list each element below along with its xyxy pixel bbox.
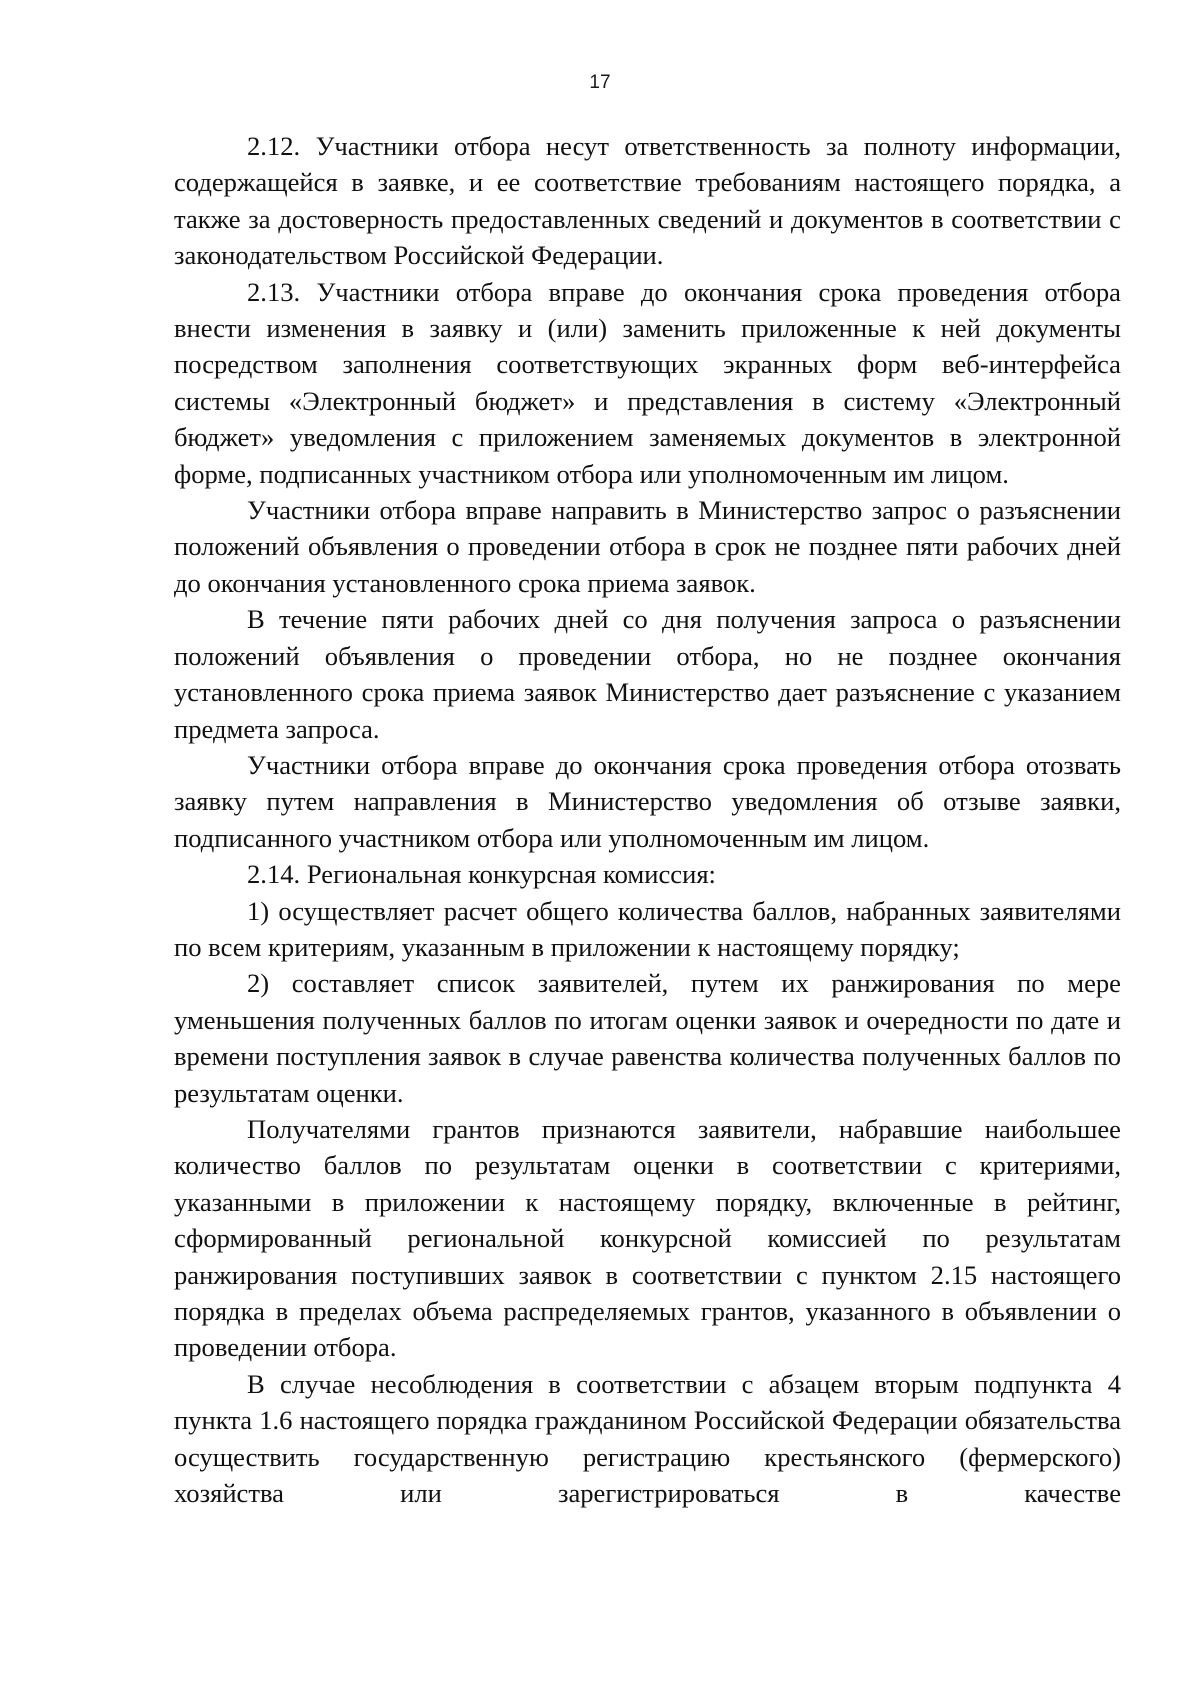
document-body — [174, 128, 1121, 1511]
paragraph-non-compliance: В случае несоблюдения в соответствии с абзацем вторым подпункта 4 пункта 1.6 настоящего порядка гражданином Российской Федерации обязательства осуществить государственную регистрацию крестьянского (фермерского) хозяйства или зарегистрироваться в качестве — [174, 1368, 1121, 1509]
paragraph-clarification-request: Участники отбора вправе направить в Министерство запрос о разъяснении положений объявления о проведении отбора в срок не позднее пяти рабочих дней до окончания установленного срока приема заявок. — [174, 495, 1121, 598]
page-number: 17 — [589, 72, 611, 93]
paragraph-2-12: 2.12. Участники отбора несут ответственность за полноту информации, содержащейся в заявке, и ее соответствие требованиям настоящего порядка, а также за достоверность предоставленных сведений и документов в соответствии с законодательством Российской Федерации. — [174, 131, 1121, 271]
paragraph-withdraw-application: Участники отбора вправе до окончания срока проведения отбора отозвать заявку путем направления в Министерство уведомления об отзыве заявки, подписанного участником отбора или уполномоченным им лицом. — [174, 749, 1121, 853]
paragraph-2-13: 2.13. Участники отбора вправе до окончания срока проведения отбора внести изменения в заявку и (или) заменить приложенные к ней документы посредством заполнения соответствующих экранных форм веб-интерфейса системы «Электронный бюджет» и представления в систему «Электронный бюджет» уведомления с приложением заменяемых документов в электронной форме, подписанных участником отбора или уполномоченным им лицом. — [174, 276, 1121, 489]
paragraph-grant-recipients: Получателями грантов признаются заявители, набравшие наибольшее количество баллов по результатам оценки в соответствии с критериями, указанными в приложении к настоящему порядку, включенные в рейтинг, сформированный региональной конкурсной комиссией по результатам ранжирования поступивших заявок в соответствии с пунктом 2.15 настоящего порядка в пределах объема распределяемых грантов, указанного в объявлении о проведении отбора. — [174, 1113, 1121, 1363]
paragraph-2-14-item-1: 1) осуществляет расчет общего количества баллов, набранных заявителями по всем критериям, указанным в приложении к настоящему порядку; — [174, 895, 1121, 962]
paragraph-2-14: 2.14. Региональная конкурсная комиссия: — [247, 859, 716, 890]
paragraph-clarification-response: В течение пяти рабочих дней со дня получения запроса о разъяснении положений объявления о проведении отбора, но не позднее окончания установленного срока приема заявок Министерство дает разъяснение с указанием предмета запроса. — [174, 604, 1121, 744]
paragraph-2-14-item-2: 2) составляет список заявителей, путем их ранжирования по мере уменьшения полученных баллов по итогам оценки заявок и очередности по дате и времени поступления заявок в случае равенства количества полученных баллов по результатам оценки. — [174, 968, 1121, 1108]
